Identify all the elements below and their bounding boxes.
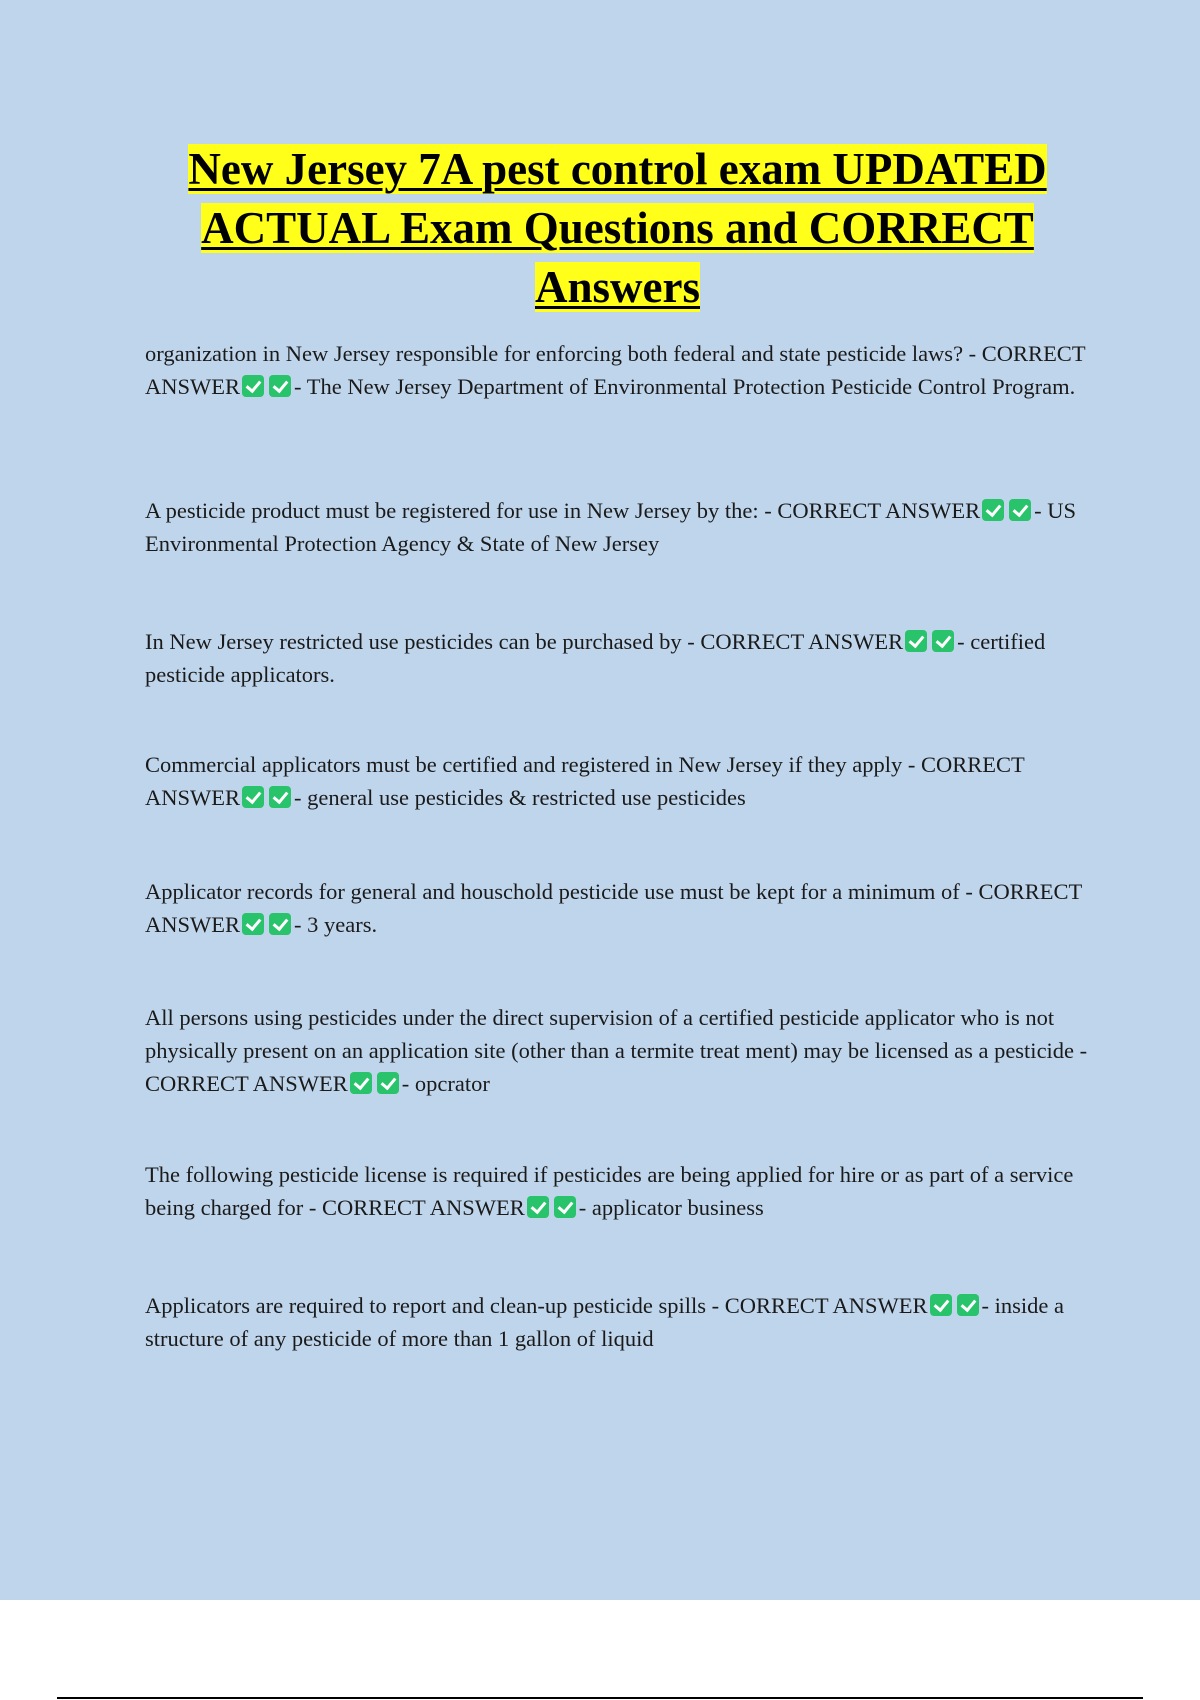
question-text: Commercial applicators must be certified and registered in New Jersey if they apply - [145,752,916,777]
check-box-icon [554,1196,576,1218]
title-line-3: Answers [535,262,700,312]
check-box-icon [527,1196,549,1218]
check-box-icon [957,1294,979,1316]
answer-text: - applicator business [578,1195,764,1220]
answer-marker: CORRECT ANSWER [322,1195,525,1220]
check-box-icon [930,1294,952,1316]
check-box-icon [932,630,954,652]
check-box-icon [242,786,264,808]
question-text: A pesticide product must be registered for use in New Jersey by the: - CORRECT [145,498,881,523]
footer-divider [57,1697,1143,1699]
answer-marker: CORRECT ANSWER [145,752,1025,810]
document-title [145,140,1090,317]
question-text: All persons using pesticides under the direct supervision of a certified pesticide applicator who is not physically present on an application site (other than a termite treat ment) may be licensed as a pesticide - [145,1005,1088,1063]
answer-text: - inside a structure of any pesticide of more than 1 gallon of liquid [145,1293,1065,1351]
question-item [145,337,1095,403]
answer-marker: CORRECT ANSWER [700,629,904,654]
question-text: In New Jersey restricted use pesticides can be purchased by - [145,629,695,654]
title-line-1: New Jersey 7A pest control exam UPDATED [188,144,1047,194]
question-text: The following pesticide license is required if pesticides are being applied for hire or as part of a service being charged for - [145,1162,1074,1220]
question-item [145,625,1095,691]
question-item [145,748,1095,814]
question-text: Applicators are required to report and clean-up pesticide spills - [145,1293,720,1318]
check-box-icon [905,630,927,652]
answer-text: - opcrator [401,1071,490,1096]
answer-text: - certified pesticide applicators. [145,629,1046,687]
check-box-icon [350,1072,372,1094]
check-box-icon [269,786,291,808]
answer-marker: CORRECT ANSWER [724,1293,928,1318]
answer-text: - US Environmental Protection Agency & State of New Jersey [145,498,1076,556]
answer-marker: CORRECT ANSWER [145,1071,348,1096]
check-box-icon [982,499,1004,521]
check-box-icon [242,375,264,397]
question-text: Applicator records for general and houschold pesticide use must be kept for a minimum of - [145,879,973,904]
check-box-icon [269,375,291,397]
answer-marker: CORRECT ANSWER [145,879,1082,937]
check-box-icon [242,913,264,935]
check-box-icon [1009,499,1031,521]
question-item [145,1289,1095,1355]
check-box-icon [377,1072,399,1094]
question-item [145,875,1095,941]
check-box-icon [269,913,291,935]
question-item [145,494,1095,560]
answer-text: - The New Jersey Department of Environmental Protection Pesticide Control Program. [294,374,1076,399]
question-text: organization in New Jersey responsible for enforcing both federal and state pesticide laws? - [145,341,977,366]
answer-text: - 3 years. [294,912,378,937]
question-item [145,1001,1095,1100]
answer-marker: ANSWER [885,498,981,523]
question-item [145,1158,1095,1224]
answer-text: - general use pesticides & restricted use pesticides [294,785,746,810]
title-line-2: ACTUAL Exam Questions and CORRECT [201,203,1034,253]
answer-marker: CORRECT ANSWER [145,341,1086,399]
